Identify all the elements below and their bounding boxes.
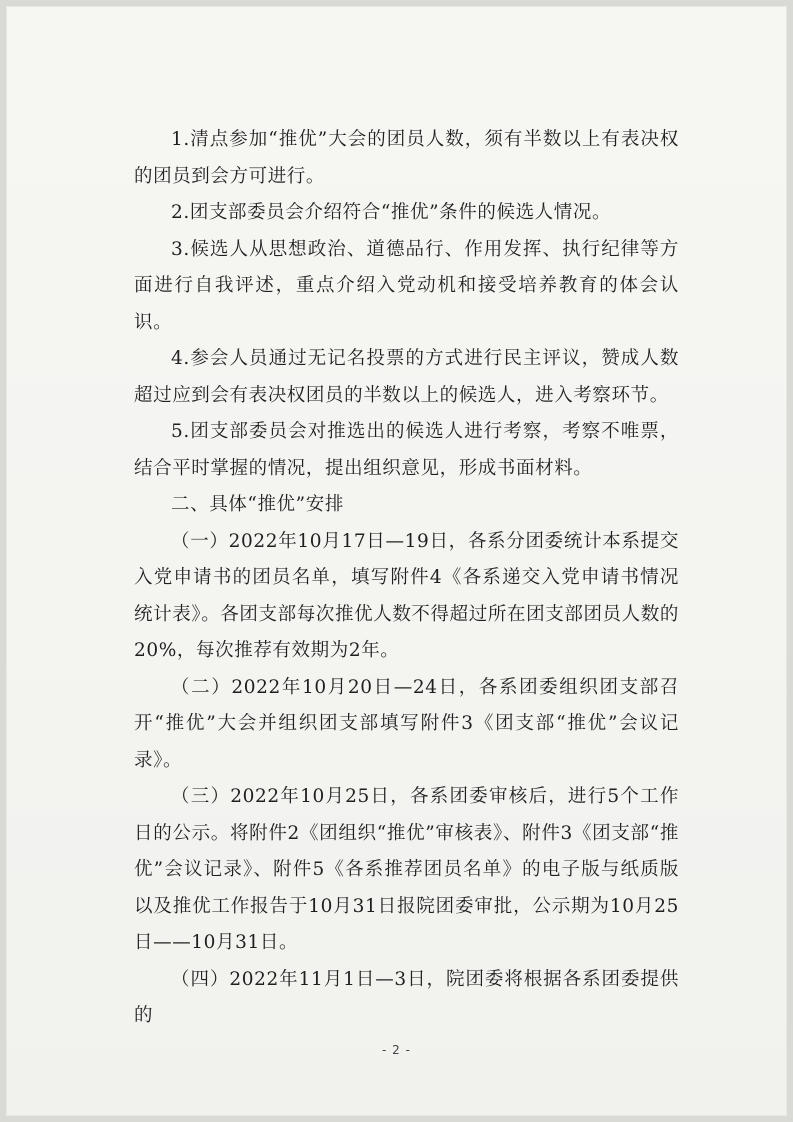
paragraph-step-3: 3.候选人从思想政治、道德品行、作用发挥、执行纪律等方面进行自我评述，重点介绍入党动机和接受培养教育的体会认识。 bbox=[134, 238, 679, 333]
page-number: - 2 - bbox=[382, 1043, 411, 1057]
paragraph-step-5: 5.团支部委员会对推选出的候选人进行考察，考察不唯票，结合平时掌握的情况，提出组织意见，形成书面材料。 bbox=[134, 421, 679, 479]
paragraph-schedule-1: （一）2022年10月17日—19日，各系分团委统计本系提交入党申请书的团员名单，填写附件4《各系递交入党申请书情况统计表》。各团支部每次推优人数不得超过所在团支部团员人数的20%，每次推荐有效期为2年。 bbox=[134, 530, 679, 661]
document-page bbox=[6, 6, 787, 1116]
document-body bbox=[134, 122, 679, 1035]
section-heading: 二、具体“推优”安排 bbox=[171, 494, 344, 515]
paragraph-step-1: 1.清点参加“推优”大会的团员人数，须有半数以上有表决权的团员到会方可进行。 bbox=[134, 129, 679, 187]
paragraph-schedule-4: （四）2022年11月1日—3日，院团委将根据各系团委提供的 bbox=[134, 968, 679, 1026]
paragraph-step-2: 2.团支部委员会介绍符合“推优”条件的候选人情况。 bbox=[171, 202, 612, 223]
paragraph-step-4: 4.参会人员通过无记名投票的方式进行民主评议，赞成人数超过应到会有表决权团员的半数以上的候选人，进入考察环节。 bbox=[134, 348, 679, 406]
paragraph-schedule-2: （二）2022年10月20日—24日，各系团委组织团支部召开“推优”大会并组织团支部填写附件3《团支部“推优”会议记录》。 bbox=[134, 676, 679, 771]
paragraph-schedule-3: （三）2022年10月25日，各系团委审核后，进行5个工作日的公示。将附件2《团组织“推优”审核表》、附件3《团支部“推优”会议记录》、附件5《各系推荐团员名单》的电子版与纸质版以及推优工作报告于10月31日报院团委审批，公示期为10月25日——10月31日。 bbox=[134, 786, 679, 953]
